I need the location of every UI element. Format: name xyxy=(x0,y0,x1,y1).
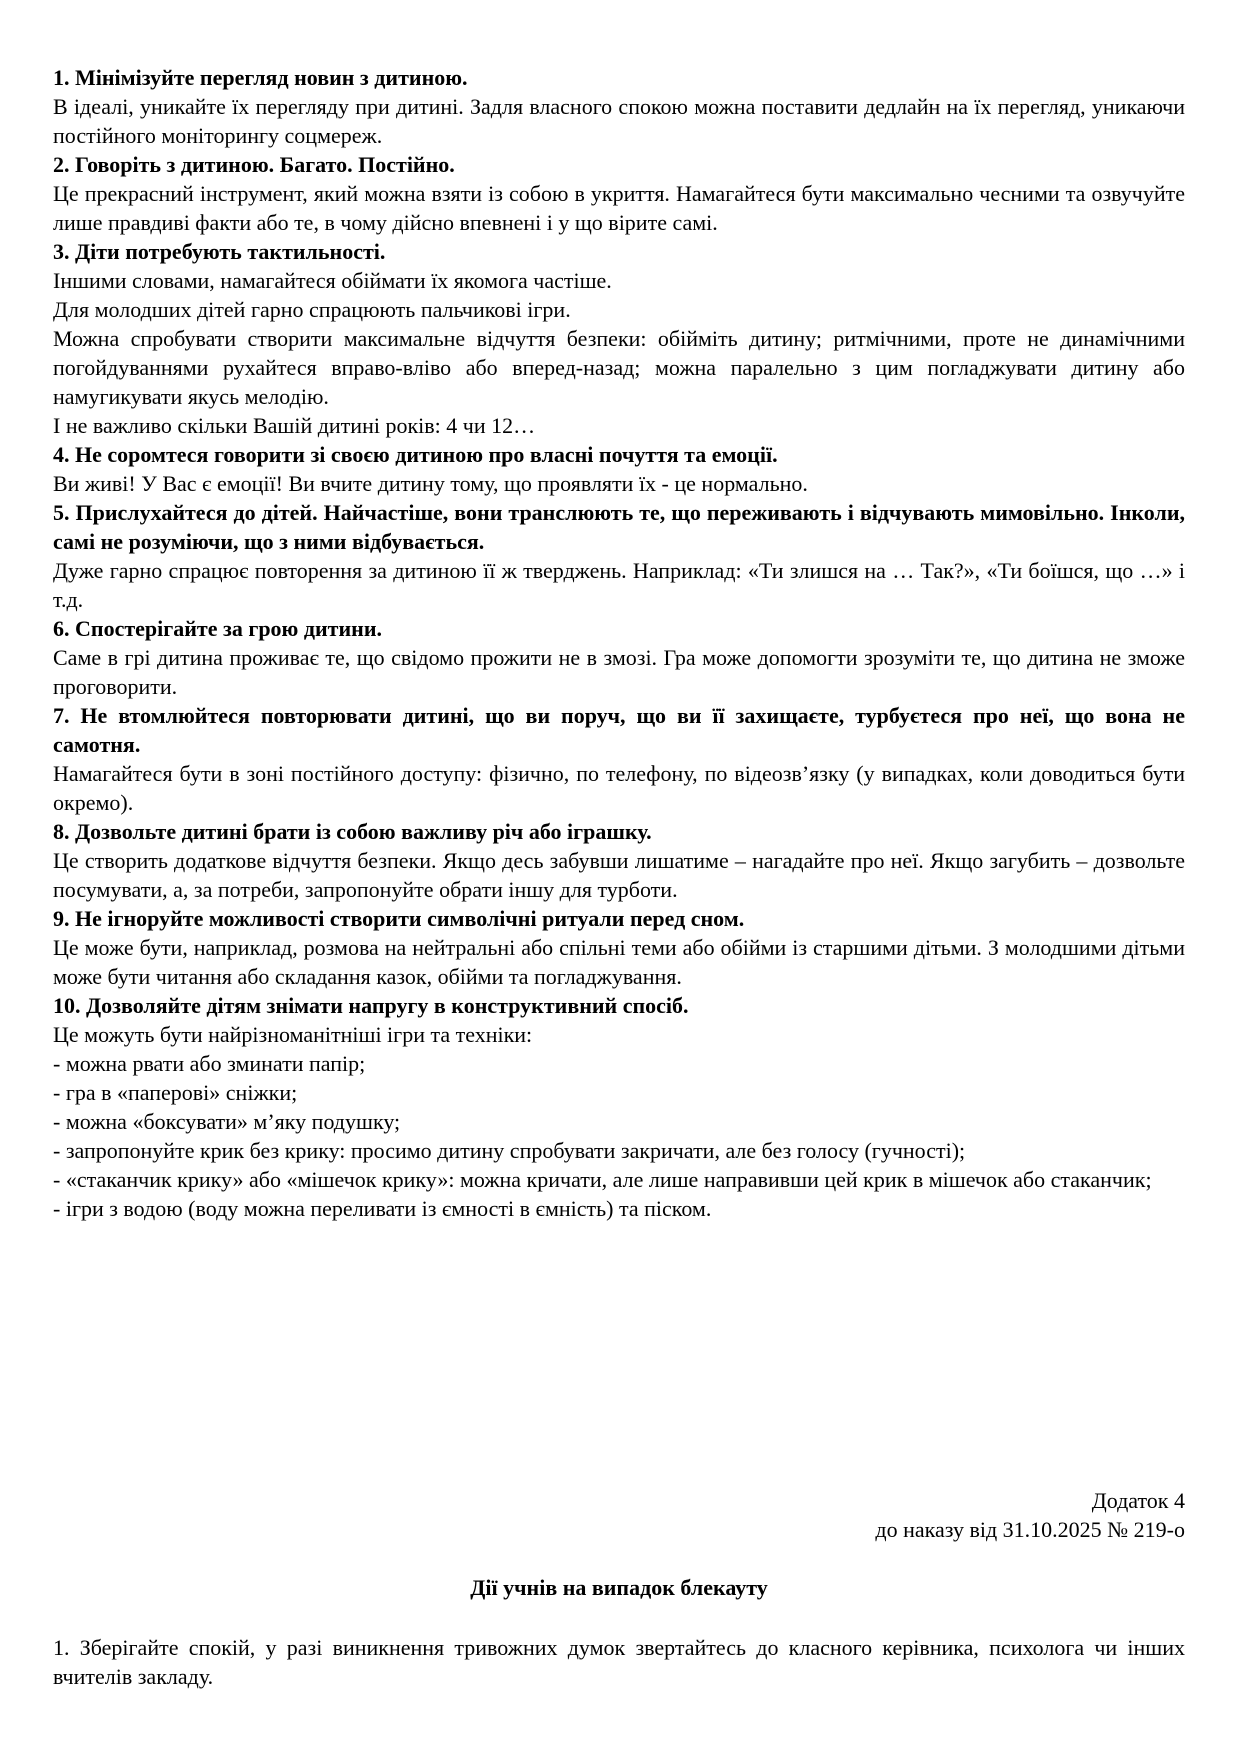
document-heading: 6. Спостерігайте за грою дитини. xyxy=(53,616,383,641)
closing-paragraph: 1. Зберігайте спокій, у разі виникнення тривожних думок звертайтесь до класного керівника, психолога чи інших вчителів закладу. xyxy=(53,1635,1185,1689)
document-paragraph: - можна рвати або зминати папір; xyxy=(53,1051,366,1076)
document-paragraph: Це прекрасний інструмент, який можна взяти із собою в укриття. Намагайтеся бути максимально чесними та озвучуйте лише правдиві факти або те, в чому дійсно впевнені і у що вірите самі. xyxy=(53,181,1185,235)
document-paragraph: - «стаканчик крику» або «мішечок крику»: можна кричати, але лише направивши цей крик в мішечок або стаканчик; xyxy=(53,1167,1152,1192)
document-paragraph: Можна спробувати створити максимальне відчуття безпеки: обійміть дитину; ритмічними, проте не динамічними погойдуваннями рухайтеся вправо-вліво або вперед-назад; можна паралельно з цим погладжувати дитину або намугикувати якусь мелодію. xyxy=(53,326,1185,409)
document-paragraph: - можна «боксувати» м’яку подушку; xyxy=(53,1109,401,1134)
document-paragraph: - ігри з водою (воду можна переливати із ємності в ємність) та піском. xyxy=(53,1196,712,1221)
document-paragraph: Дуже гарно спрацює повторення за дитиною її ж тверджень. Наприклад: «Ти злишся на … Так?», «Ти боїшся, що …» і т.д. xyxy=(53,558,1185,612)
document-heading: 4. Не соромтеся говорити зі своєю дитиною про власні почуття та емоції. xyxy=(53,442,778,467)
document-paragraph: - запропонуйте крик без крику: просимо дитину спробувати закричати, але без голосу (гучності); xyxy=(53,1138,966,1163)
document-paragraph: Намагайтеся бути в зоні постійного доступу: фізично, по телефону, по відеозв’язку (у випадках, коли доводиться бути окремо). xyxy=(53,761,1185,815)
document-heading: 1. Мінімізуйте перегляд новин з дитиною. xyxy=(53,65,468,90)
document-paragraph: Це можуть бути найрізноманітніші ігри та техніки: xyxy=(53,1022,533,1047)
annex-order-reference: до наказу від 31.10.2025 № 219-о xyxy=(875,1517,1185,1542)
document-paragraph: Ви живі! У Вас є емоції! Ви вчите дитину тому, що проявляти їх - це нормально. xyxy=(53,471,808,496)
document-paragraph: Це може бути, наприклад, розмова на нейтральні або спільні теми або обійми із старшими дітьми. З молодшими дітьми може бути читання або складання казок, обійми та погладжування. xyxy=(53,935,1185,989)
document-paragraph: Це створить додаткове відчуття безпеки. Якщо десь забувши лишатиме – нагадайте про неї. Якщо загубить – дозвольте посумувати, а, за потреби, запропонуйте обрати іншу для турботи. xyxy=(53,848,1185,902)
document-heading: 9. Не ігноруйте можливості створити символічні ритуали перед сном. xyxy=(53,906,745,931)
document-footer-section xyxy=(53,1486,1185,1691)
document-paragraph: Іншими словами, намагайтеся обіймати їх якомога частіше. xyxy=(53,268,612,293)
document-paragraph: - гра в «паперові» сніжки; xyxy=(53,1080,298,1105)
document-heading: 3. Діти потребують тактильності. xyxy=(53,239,386,264)
document-heading: 8. Дозвольте дитині брати із собою важливу річ або іграшку. xyxy=(53,819,652,844)
document-paragraph: В ідеалі, уникайте їх перегляду при дитині. Задля власного спокою можна поставити дедлайн на їх перегляд, уникаючи постійного моніторингу соцмереж. xyxy=(53,94,1185,148)
section-title: Дії учнів на випадок блекауту xyxy=(470,1575,768,1600)
document-paragraph: Саме в грі дитина проживає те, що свідомо прожити не в змозі. Гра може допомогти зрозуміти те, що дитина не зможе проговорити. xyxy=(53,645,1185,699)
annex-title: Додаток 4 xyxy=(1091,1488,1185,1513)
document-heading: 5. Прислухайтеся до дітей. Найчастіше, вони транслюють те, що переживають і відчувають мимовільно. Інколи, самі не розуміючи, що з ними відбувається. xyxy=(53,500,1185,554)
document-paragraph: І не важливо скільки Вашій дитині років: 4 чи 12… xyxy=(53,413,536,438)
document-heading: 7. Не втомлюйтеся повторювати дитині, що ви поруч, що ви її захищаєте, турбуєтеся про неї, що вона не самотня. xyxy=(53,703,1185,757)
document-body xyxy=(53,63,1185,1223)
document-heading: 10. Дозволяйте дітям знімати напругу в конструктивний спосіб. xyxy=(53,993,689,1018)
annex-block xyxy=(53,1486,1185,1544)
document-heading: 2. Говоріть з дитиною. Багато. Постійно. xyxy=(53,152,455,177)
document-paragraph: Для молодших дітей гарно спрацюють пальчикові ігри. xyxy=(53,297,571,322)
